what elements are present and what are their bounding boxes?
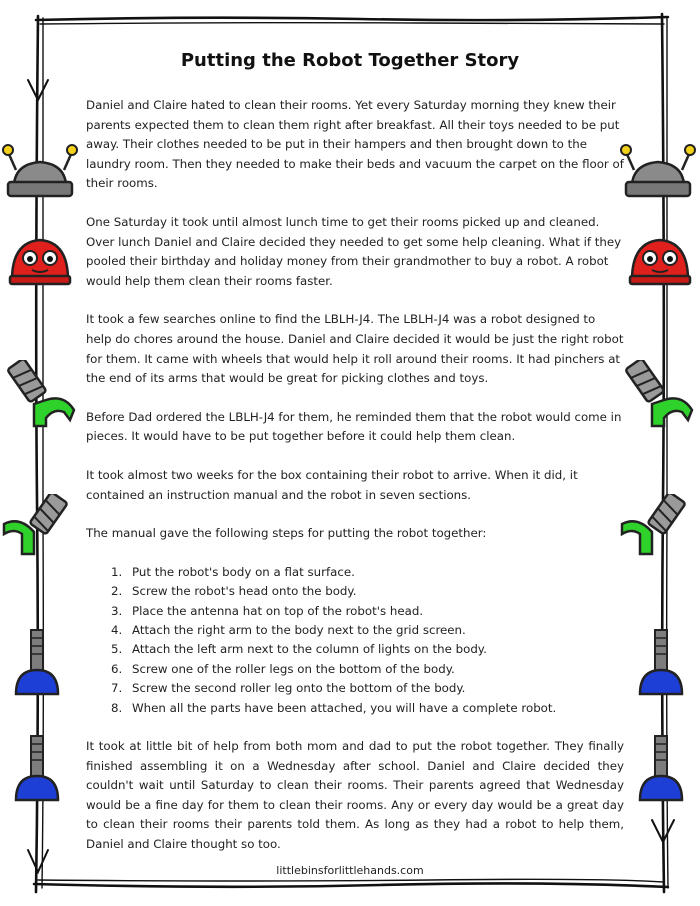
robot-head-icon [628, 236, 692, 286]
list-item: 4. Attach the right arm to the body next to the grid screen. [126, 621, 624, 640]
roller-leg-icon [12, 734, 62, 804]
antenna-hat-icon [2, 140, 78, 202]
list-item: 5. Attach the left arm next to the column of lights on the body. [126, 640, 624, 659]
list-item: 7. Screw the second roller leg onto the bottom of the body. [126, 679, 624, 698]
page-title: Putting the Robot Together Story [180, 50, 520, 71]
robot-arm-icon [618, 494, 692, 560]
antenna-hat-icon [620, 140, 696, 202]
list-item: 6. Screw one of the roller legs on the bottom of the body. [126, 660, 624, 679]
roller-leg-icon [636, 734, 686, 804]
story-body [86, 96, 624, 874]
list-item: 3. Place the antenna hat on top of the robot's head. [126, 602, 624, 621]
list-item: 1. Put the robot's body on a flat surface. [126, 563, 624, 582]
robot-arm-icon [6, 360, 76, 432]
story-paragraph: Daniel and Claire hated to clean their rooms. Yet every Saturday morning they knew their parents expected them to clean them right after breakfast. All their toys needed to be put away. Their clothes needed to be put in their hampers and then brought down to the laundry room. Then they needed to make their beds and vacuum the carpet on the floor of their rooms. [86, 98, 624, 191]
roller-leg-icon [636, 628, 686, 698]
story-paragraph: Before Dad ordered the LBLH-J4 for them, he reminded them that the robot would come in pieces. It would have to be put together before it could help them clean. [86, 409, 622, 444]
story-paragraph: It took at little bit of help from both mom and dad to put the robot together. They finally finished assembling it on a Wednesday after school. Daniel and Claire decided they couldn't wait until Saturday to clean their rooms. Their parents agreed that Wednesday would be a fine day for them to clean their rooms. Any or every day would be a great day to clean their rooms their parents told them. As long as they had a robot to help them, Daniel and Claire thought so too. [86, 738, 624, 851]
footer-website: littlebinsforlittlehands.com [276, 864, 424, 877]
story-paragraph: The manual gave the following steps for putting the robot together: [86, 526, 487, 541]
robot-head-icon [8, 236, 72, 286]
story-paragraph: It took a few searches online to find the LBLH-J4. The LBLH-J4 was a robot designed to help do chores around the house. Daniel and Claire decided it would be just the right robot for them. It came with wheels that would help it roll around their rooms. It had pinchers at the end of its arms that would be great for picking clothes and toys. [86, 312, 624, 386]
list-item: 2. Screw the robot's head onto the body. [126, 582, 624, 601]
list-item: 8. When all the parts have been attached, you will have a complete robot. [126, 699, 624, 718]
roller-leg-icon [12, 628, 62, 698]
story-paragraph: It took almost two weeks for the box containing their robot to arrive. When it did, it contained an instruction manual and the robot in seven sections. [86, 467, 578, 502]
story-paragraph: One Saturday it took until almost lunch time to get their rooms picked up and cleaned. Over lunch Daniel and Claire decided they needed to get some help cleaning. What if they pooled their birthday and holiday money from their grandmother to buy a robot. A robot would help them clean their rooms faster. [86, 214, 622, 288]
robot-arm-icon [624, 360, 694, 432]
assembly-steps-list [86, 563, 624, 718]
robot-arm-icon [0, 494, 74, 560]
